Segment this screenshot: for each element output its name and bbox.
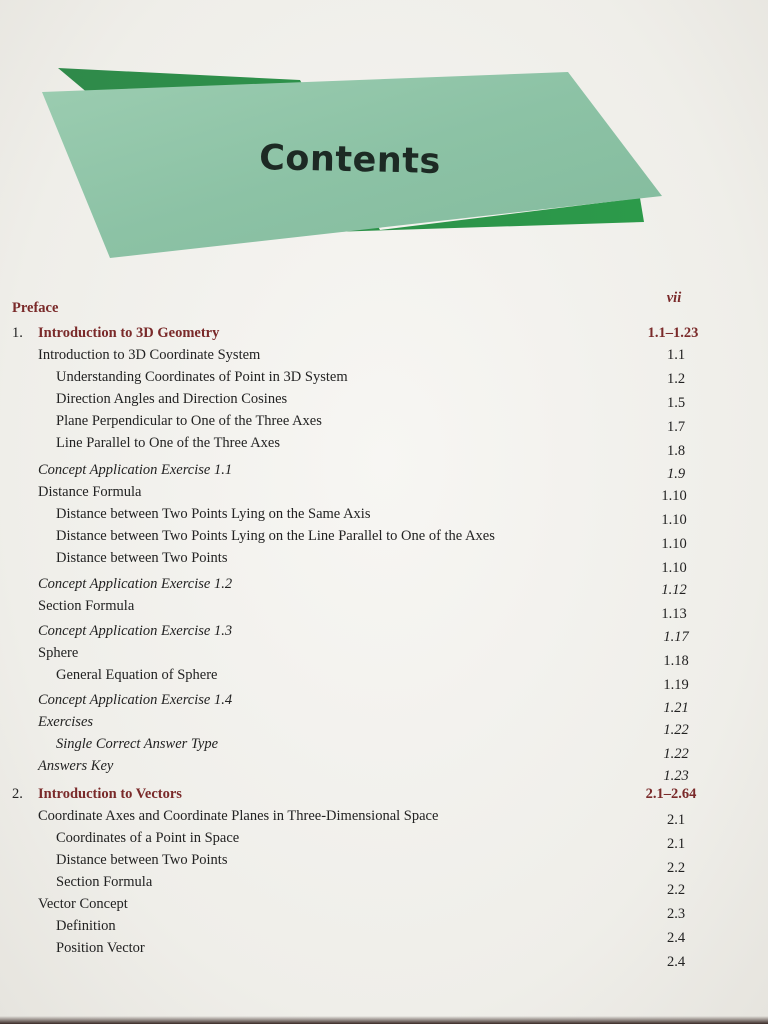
toc-page-number: 2.1–2.64 bbox=[645, 786, 697, 802]
toc-row bbox=[0, 828, 768, 852]
toc-page-number: 1.8 bbox=[666, 443, 686, 459]
toc-entry-title: Concept Application Exercise 1.2 bbox=[38, 576, 233, 592]
toc-row bbox=[0, 548, 768, 576]
toc-entry-title: Line Parallel to One of the Three Axes bbox=[56, 435, 281, 451]
toc-entry-title: Single Correct Answer Type bbox=[56, 736, 219, 752]
toc-page-number: 1.2 bbox=[666, 371, 686, 387]
toc-chapter-row bbox=[0, 323, 768, 343]
chapter-number: 2. bbox=[12, 786, 23, 802]
toc-row bbox=[0, 665, 768, 693]
toc-row bbox=[0, 345, 768, 365]
toc-row bbox=[0, 367, 768, 387]
toc-entry-title: Section Formula bbox=[56, 874, 153, 890]
toc-entry-title: Coordinate Axes and Coordinate Planes in Three-Dimensional Space bbox=[38, 808, 439, 824]
toc-page-number: 1.13 bbox=[661, 606, 687, 622]
toc-row bbox=[0, 734, 768, 762]
toc-page-number: 1.23 bbox=[663, 768, 689, 784]
toc-entry-title: Distance Formula bbox=[38, 484, 142, 500]
toc-entry-title: Distance between Two Points Lying on the Line Parallel to One of the Axes bbox=[56, 528, 495, 544]
toc-entry-title: Introduction to Vectors bbox=[38, 786, 182, 802]
toc-page-number: 2.4 bbox=[666, 954, 686, 970]
toc-row bbox=[0, 690, 768, 716]
toc-page-number: 2.4 bbox=[666, 930, 686, 946]
toc-entry-title: Distance between Two Points bbox=[56, 852, 228, 868]
toc-page-number: 2.2 bbox=[666, 860, 686, 876]
toc-row bbox=[0, 290, 768, 318]
toc-entry-title: Vector Concept bbox=[38, 896, 128, 912]
toc-entry-title: Concept Application Exercise 1.1 bbox=[38, 462, 233, 478]
toc-page-number: 1.19 bbox=[663, 677, 689, 693]
toc-row bbox=[0, 596, 768, 622]
toc-row bbox=[0, 916, 768, 946]
toc-row bbox=[0, 850, 768, 876]
toc-entry-title: Introduction to 3D Geometry bbox=[38, 325, 220, 341]
toc-page-number: 1.1 bbox=[666, 347, 686, 363]
toc-row bbox=[0, 460, 768, 480]
toc-chapter-row bbox=[0, 784, 768, 804]
toc-page-number: 1.17 bbox=[663, 629, 689, 645]
toc-row bbox=[0, 938, 768, 970]
toc-page-number: 2.1 bbox=[666, 836, 686, 852]
toc-entry-title: Answers Key bbox=[38, 758, 114, 774]
toc-page-number: 2.3 bbox=[666, 906, 686, 922]
toc-row bbox=[0, 806, 768, 826]
toc-entry-title: Section Formula bbox=[38, 598, 135, 614]
toc-page-number: 1.7 bbox=[666, 419, 686, 435]
toc-row bbox=[0, 526, 768, 552]
toc-row bbox=[0, 574, 768, 598]
toc-page-number: 1.10 bbox=[661, 488, 687, 504]
toc-row bbox=[0, 872, 768, 898]
toc-page-number: 1.18 bbox=[663, 653, 689, 669]
toc-entry-title: General Equation of Sphere bbox=[56, 667, 218, 683]
toc-page-number: 2.2 bbox=[666, 882, 686, 898]
toc-row bbox=[0, 504, 768, 528]
toc-entry-title: Preface bbox=[12, 300, 59, 316]
toc-page-number: 2.1 bbox=[666, 812, 686, 828]
toc-page-number: 1.10 bbox=[661, 560, 687, 576]
toc-page-number: vii bbox=[666, 290, 682, 306]
toc-row bbox=[0, 621, 768, 645]
toc-page-number: 1.5 bbox=[666, 395, 686, 411]
toc-entry-title: Exercises bbox=[38, 714, 94, 730]
toc-row bbox=[0, 756, 768, 784]
page-title: Contents bbox=[258, 138, 442, 182]
toc-page-number: 1.22 bbox=[663, 722, 689, 738]
toc-entry-title: Sphere bbox=[38, 645, 79, 661]
toc-page-number: 1.21 bbox=[663, 700, 689, 716]
toc-entry-title: Distance between Two Points bbox=[56, 550, 228, 566]
toc-page-number: 1.9 bbox=[666, 466, 686, 482]
toc-entry-title: Plane Perpendicular to One of the Three Axes bbox=[56, 413, 322, 429]
toc-page-number: 1.10 bbox=[661, 536, 687, 552]
toc-page-number: 1.12 bbox=[661, 582, 687, 598]
toc-row bbox=[0, 894, 768, 922]
toc-row bbox=[0, 411, 768, 435]
toc-row bbox=[0, 482, 768, 502]
toc-entry-title: Concept Application Exercise 1.4 bbox=[38, 692, 233, 708]
toc-entry-title: Position Vector bbox=[56, 940, 145, 956]
toc-page-number: 1.10 bbox=[661, 512, 687, 528]
toc-entry-title: Understanding Coordinates of Point in 3D System bbox=[56, 369, 348, 385]
toc-entry-title: Direction Angles and Direction Cosines bbox=[56, 391, 288, 407]
toc-row bbox=[0, 643, 768, 669]
toc-page-number: 1.1–1.23 bbox=[647, 325, 699, 341]
chapter-number: 1. bbox=[12, 325, 23, 341]
page-bottom-edge bbox=[0, 1016, 768, 1024]
toc-entry-title: Concept Application Exercise 1.3 bbox=[38, 623, 233, 639]
toc-page-number: 1.22 bbox=[663, 746, 689, 762]
toc-row bbox=[0, 389, 768, 409]
toc-row bbox=[0, 712, 768, 738]
toc-entry-title: Introduction to 3D Coordinate System bbox=[38, 347, 261, 363]
toc-entry-title: Definition bbox=[56, 918, 116, 934]
toc-entry-title: Coordinates of a Point in Space bbox=[56, 830, 240, 846]
toc-row bbox=[0, 433, 768, 459]
toc-entry-title: Distance between Two Points Lying on the Same Axis bbox=[56, 506, 371, 522]
